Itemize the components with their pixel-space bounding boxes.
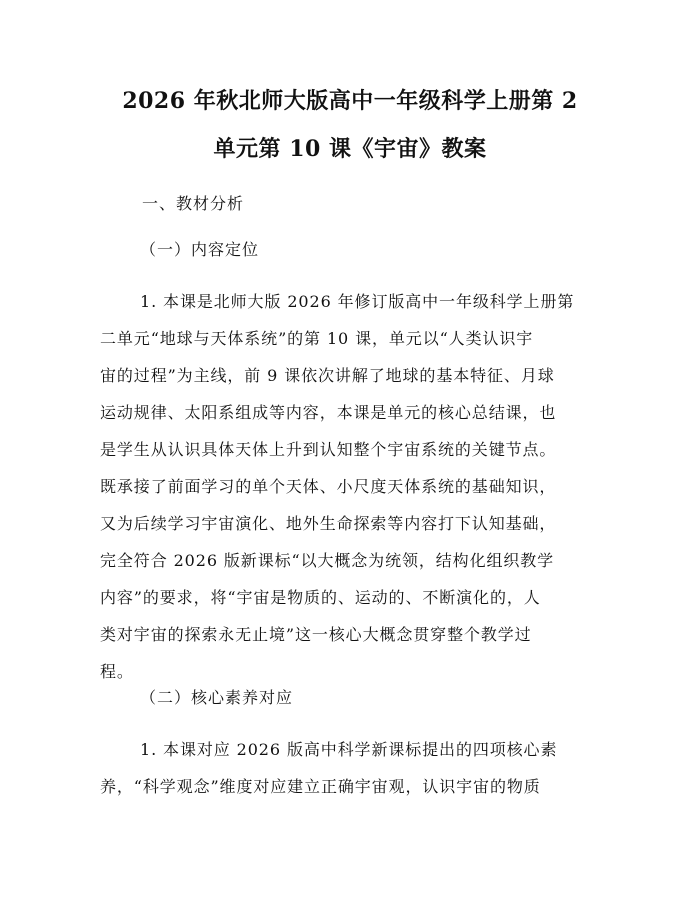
- paragraph-content-positioning: [100, 283, 600, 690]
- paragraph-line: 养，“科学观念”维度对应建立正确宇宙观，认识宇宙的物质: [100, 777, 541, 796]
- document-title-line-1: 2026 年秋北师大版高中一年级科学上册第 2: [122, 88, 578, 114]
- paragraph-line: 程。: [100, 662, 134, 681]
- paragraph-line: 内容”的要求，将“宇宙是物质的、运动的、不断演化的，人: [100, 588, 541, 607]
- subsection-heading-core-literacy: （二）核心素养对应: [140, 688, 294, 707]
- paragraph-line: 1. 本课是北师大版 2026 年修订版高中一年级科学上册第: [140, 292, 575, 311]
- paragraph-line: 运动规律、太阳系组成等内容，本课是单元的核心总结课，也: [100, 403, 557, 422]
- paragraph-line: 二单元“地球与天体系统”的第 10 课，单元以“人类认识宇: [100, 329, 534, 348]
- subsection-heading-content-positioning: （一）内容定位: [140, 240, 260, 259]
- paragraph-line: 既承接了前面学习的单个天体、小尺度天体系统的基础知识，: [100, 477, 557, 496]
- document-title-line-2: 单元第 10 课《宇宙》教案: [213, 136, 487, 162]
- paragraph-line: 类对宇宙的探索永无止境”这一核心大概念贯穿整个教学过: [100, 625, 532, 644]
- section-heading-textbook-analysis: 一、教材分析: [142, 194, 245, 213]
- paragraph-line: 1. 本课对应 2026 版高中科学新课标提出的四项核心素: [140, 740, 558, 759]
- paragraph-core-literacy: [100, 731, 600, 805]
- paragraph-line: 完全符合 2026 版新课标“以大概念为统领，结构化组织教学: [100, 551, 555, 570]
- paragraph-line: 又为后续学习宇宙演化、地外生命探索等内容打下认知基础，: [100, 514, 557, 533]
- paragraph-line: 是学生从认识具体天体上升到认知整个宇宙系统的关键节点。: [100, 440, 557, 459]
- paragraph-line: 宙的过程”为主线，前 9 课依次讲解了地球的基本特征、月球: [100, 366, 555, 385]
